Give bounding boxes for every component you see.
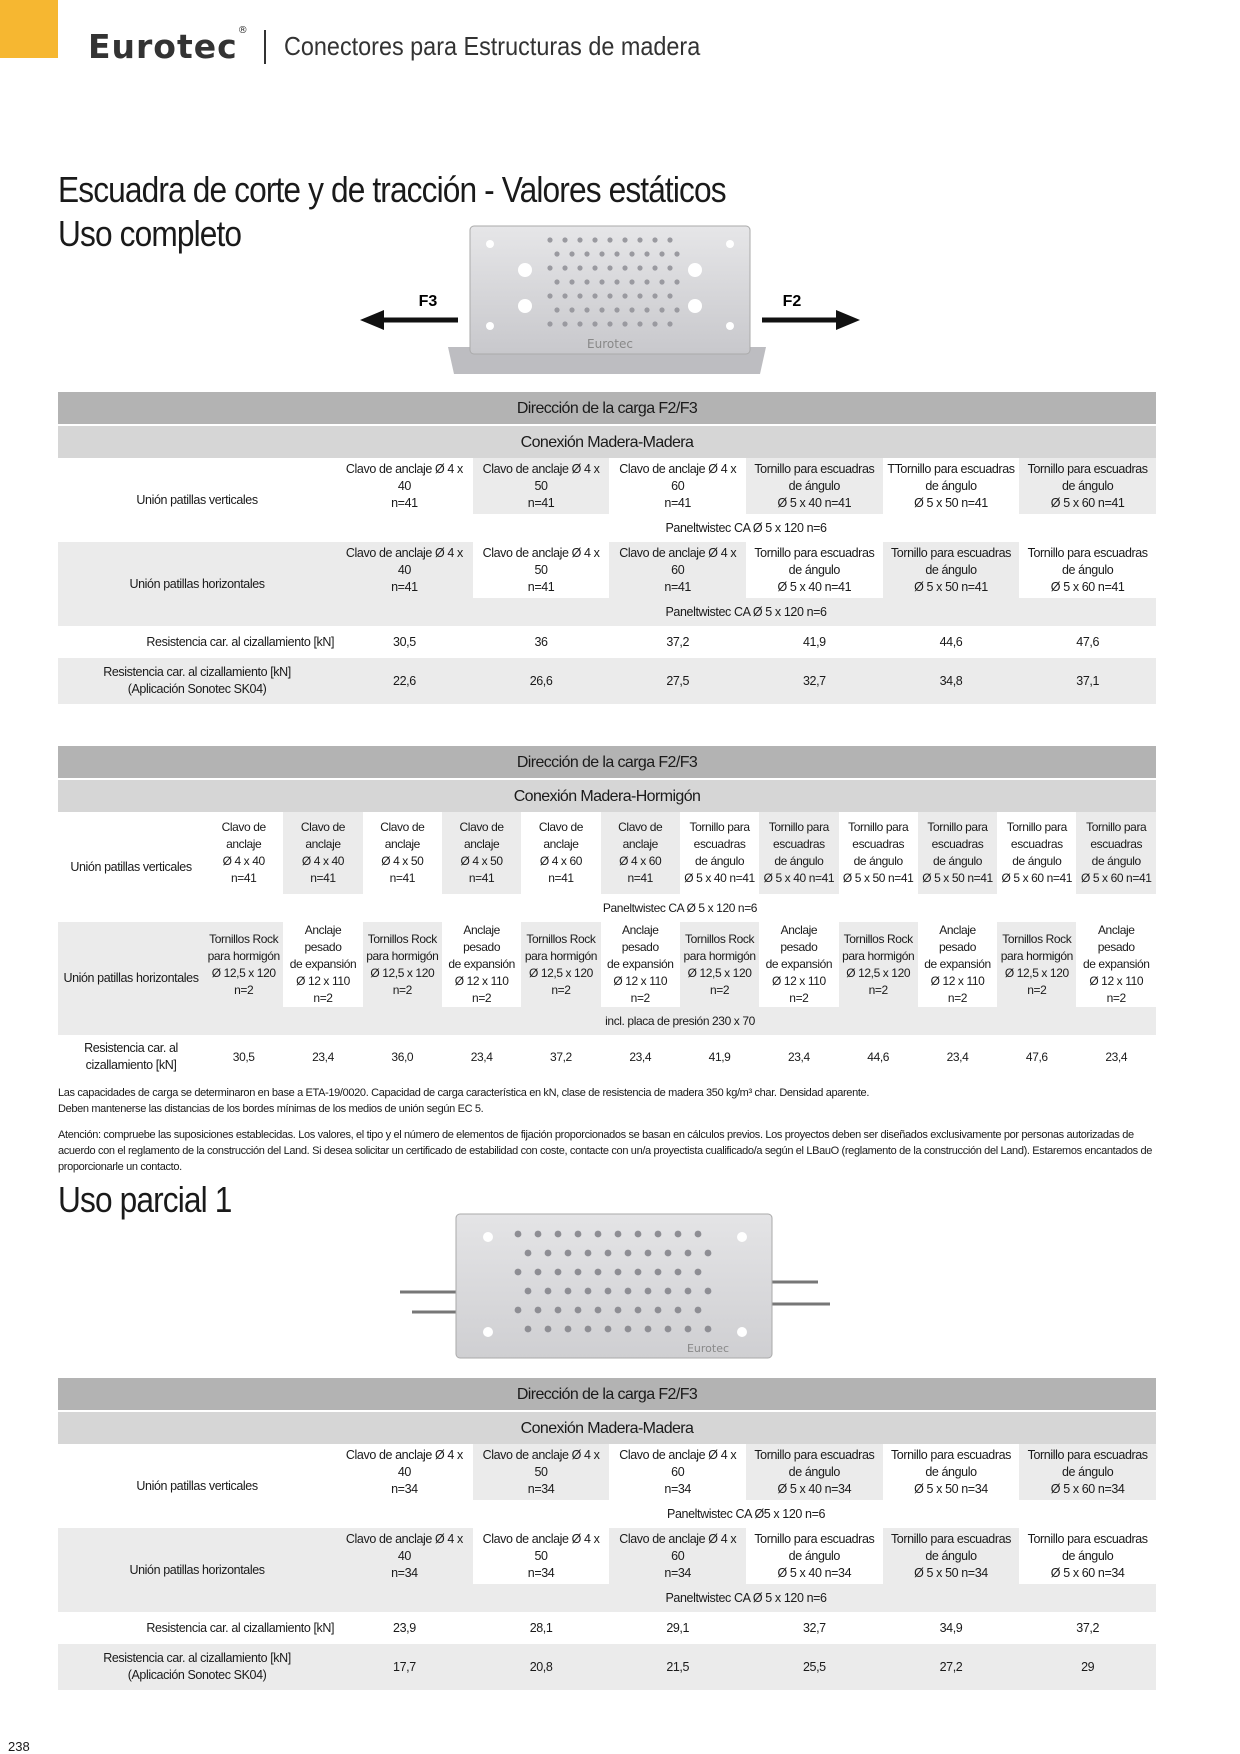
- value-cell: 41,9: [680, 1035, 759, 1079]
- cell: Clavo de anclaje Ø 4 x 50 n=41: [442, 812, 521, 894]
- notes-block: [58, 1085, 1156, 1175]
- value-cell: 37,2: [1019, 1612, 1156, 1644]
- value-cell: 36,0: [363, 1035, 442, 1079]
- cell: Tornillo para escuadras de ángulo Ø 5 x 50 n=34: [883, 1528, 1020, 1584]
- header-divider: [264, 30, 266, 64]
- value-cell: 27,2: [883, 1644, 1020, 1690]
- cell: Tornillos Rock para hormigón Ø 12,5 x 120 n=2: [839, 922, 918, 1007]
- cell: Clavo de anclaje Ø 4 x 60 n=34: [609, 1444, 746, 1500]
- cell: Anclaje pesado de expansión Ø 12 x 110 n=2: [601, 922, 680, 1007]
- value-cell: 34,9: [883, 1612, 1020, 1644]
- cell: Tornillo para escuadras de ángulo Ø 5 x 50 n=34: [883, 1444, 1020, 1500]
- note-line: Atención: compruebe las suposiciones establecidas. Los valores, el tipo y el número de elementos de fijación proporcionados se basan en cálculos previos. Los proyectos deben ser diseñados exclusivamente por personas autorizadas de acuerdo con el reglamento de la construcción del Land. Si desea solicitar un certificado de estabilidad con coste, contacte con un/a proyectista cualificado/a según el LBauO (reglamento de la construcción del Land). Estaremos encantados de proporcionarle un contacto.: [58, 1129, 1153, 1173]
- note-line: Las capacidades de carga se determinaron en base a ETA-19/0020. Capacidad de carga característica en kN, clase de resistencia de madera 350 kg/m³ char. Densidad aparente.: [58, 1087, 870, 1099]
- row-label-vertical: Unión patillas verticales: [58, 1444, 336, 1528]
- cell: Tornillo para escuadras de ángulo Ø 5 x 60 n=41: [1076, 812, 1156, 894]
- cell-sub: Paneltwistec CA Ø 5 x 120 n=6: [204, 894, 1156, 922]
- cell: Clavo de anclaje Ø 4 x 40 n=41: [283, 812, 362, 894]
- cell: Tornillo para escuadras de ángulo Ø 5 x 60 n=34: [1019, 1444, 1156, 1500]
- corner-accent: [0, 0, 58, 58]
- row-label-resistance: Resistencia car. al cizallamiento [kN]: [58, 1612, 336, 1644]
- cell: Tornillo para escuadras de ángulo Ø 5 x 60 n=41: [997, 812, 1076, 894]
- value-cell: 32,7: [746, 658, 883, 704]
- cell: Clavo de anclaje Ø 4 x 60 n=41: [521, 812, 600, 894]
- table-header-connection: Conexión Madera-Madera: [58, 424, 1156, 458]
- cell: Anclaje pesado de expansión Ø 12 x 110 n=2: [1076, 922, 1156, 1007]
- table-header-load-direction: Dirección de la carga F2/F3: [58, 392, 1156, 424]
- value-cell: 37,2: [609, 626, 746, 658]
- value-cell: 23,4: [918, 1035, 997, 1079]
- row-label-resistance: Resistencia car. al cizallamiento [kN]: [58, 626, 336, 658]
- page-number: 238: [8, 1739, 30, 1754]
- value-cell: 25,5: [746, 1644, 883, 1690]
- value-cell: 29: [1019, 1644, 1156, 1690]
- cell: Clavo de anclaje Ø 4 x 60 n=41: [609, 542, 746, 598]
- cell: Anclaje pesado de expansión Ø 12 x 110 n=2: [442, 922, 521, 1007]
- row-label-vertical: Unión patillas verticales: [58, 458, 336, 542]
- row-label-horizontal: Unión patillas horizontales: [58, 1528, 336, 1612]
- value-cell: 44,6: [839, 1035, 918, 1079]
- cell: Tornillo para escuadras de ángulo Ø 5 x 50 n=41: [839, 812, 918, 894]
- cell: Tornillos Rock para hormigón Ø 12,5 x 120 n=2: [363, 922, 442, 1007]
- value-cell: 41,9: [746, 626, 883, 658]
- table-header-connection: Conexión Madera-Hormigón: [58, 778, 1156, 812]
- row-label-horizontal: Unión patillas horizontales: [58, 542, 336, 626]
- value-cell: 27,5: [609, 658, 746, 704]
- row-label-resistance: Resistencia car. al cizallamiento [kN]: [58, 1035, 204, 1079]
- value-cell: 28,1: [473, 1612, 610, 1644]
- value-cell: 23,4: [283, 1035, 362, 1079]
- section-subtitle: Uso completo: [58, 213, 242, 254]
- value-cell: 37,2: [521, 1035, 600, 1079]
- cell: Tornillo para escuadras de ángulo Ø 5 x 40 n=41: [680, 812, 759, 894]
- table-header-connection: Conexión Madera-Madera: [58, 1410, 1156, 1444]
- cell: Tornillo para escuadras de ángulo Ø 5 x 50 n=41: [883, 542, 1020, 598]
- value-cell: 34,8: [883, 658, 1020, 704]
- arrow-f3-icon: [360, 310, 458, 330]
- row-label-resistance-sonotec: Resistencia car. al cizallamiento [kN] (Aplicación Sonotec SK04): [58, 1644, 336, 1690]
- cell: Tornillo para escuadras de ángulo Ø 5 x 40 n=41: [759, 812, 838, 894]
- cell: Tornillos Rock para hormigón Ø 12,5 x 120 n=2: [521, 922, 600, 1007]
- cell: Clavo de anclaje Ø 4 x 50 n=41: [473, 458, 610, 514]
- cell-sub: Paneltwistec CA Ø5 x 120 n=6: [336, 1500, 1156, 1528]
- cell: Clavo de anclaje Ø 4 x 40 n=41: [336, 458, 473, 514]
- row-label-resistance-sonotec: Resistencia car. al cizallamiento [kN] (Aplicación Sonotec SK04): [58, 658, 336, 704]
- value-cell: 26,6: [473, 658, 610, 704]
- value-cell: 23,4: [759, 1035, 838, 1079]
- table-header-load-direction: Dirección de la carga F2/F3: [58, 1378, 1156, 1410]
- cell: Tornillo para escuadras de ángulo Ø 5 x 40 n=34: [746, 1528, 883, 1584]
- value-cell: 30,5: [204, 1035, 283, 1079]
- cell: Tornillo para escuadras de ángulo Ø 5 x 40 n=41: [746, 458, 883, 514]
- arrow-f2-icon: [762, 310, 860, 330]
- value-cell: 37,1: [1019, 658, 1156, 704]
- arrow-f2-label: F2: [782, 293, 802, 310]
- value-cell: 23,9: [336, 1612, 473, 1644]
- value-cell: 29,1: [609, 1612, 746, 1644]
- row-label-horizontal: Unión patillas horizontales: [58, 922, 204, 1035]
- cell: Tornillo para escuadras de ángulo Ø 5 x 60 n=34: [1019, 1528, 1156, 1584]
- cell: Clavo de anclaje Ø 4 x 40 n=41: [336, 542, 473, 598]
- value-cell: 22,6: [336, 658, 473, 704]
- arrow-f3-label: F3: [418, 293, 438, 310]
- cell-sub: Paneltwistec CA Ø 5 x 120 n=6: [336, 1584, 1156, 1612]
- brand-logo: Eurotec®: [88, 25, 249, 66]
- note-line: Deben mantenerse las distancias de los bordes mínimas de los medios de unión según EC 5.: [58, 1103, 484, 1115]
- cell: Tornillo para escuadras de ángulo Ø 5 x 60 n=41: [1019, 542, 1156, 598]
- cell: Tornillos Rock para hormigón Ø 12,5 x 120 n=2: [680, 922, 759, 1007]
- row-label-vertical: Unión patillas verticales: [58, 812, 204, 922]
- cell: Tornillos Rock para hormigón Ø 12,5 x 120 n=2: [204, 922, 283, 1007]
- cell: Tornillo para escuadras de ángulo Ø 5 x 60 n=41: [1019, 458, 1156, 514]
- value-cell: 20,8: [473, 1644, 610, 1690]
- value-cell: 47,6: [1019, 626, 1156, 658]
- table-full-use-wood-wood: [58, 392, 1156, 704]
- bracket-partial-use-figure: [398, 1212, 838, 1360]
- value-cell: 36: [473, 626, 610, 658]
- cell: Clavo de anclaje Ø 4 x 60 n=41: [609, 458, 746, 514]
- cell: Clavo de anclaje Ø 4 x 40 n=34: [336, 1444, 473, 1500]
- cell: Clavo de anclaje Ø 4 x 50 n=34: [473, 1444, 610, 1500]
- cell-sub: incl. placa de presión 230 x 70: [204, 1007, 1156, 1035]
- cell: Tornillo para escuadras de ángulo Ø 5 x 50 n=41: [918, 812, 997, 894]
- value-cell: 23,4: [442, 1035, 521, 1079]
- cell: TTornillo para escuadras de ángulo Ø 5 x 50 n=41: [883, 458, 1020, 514]
- value-cell: 23,4: [1076, 1035, 1156, 1079]
- cell: Tornillo para escuadras de ángulo Ø 5 x 40 n=41: [746, 542, 883, 598]
- cell-sub: Paneltwistec CA Ø 5 x 120 n=6: [336, 514, 1156, 542]
- section-title-partial: Uso parcial 1: [58, 1179, 232, 1220]
- table-full-use-wood-concrete: [58, 746, 1156, 1079]
- cell: Clavo de anclaje Ø 4 x 50 n=41: [473, 542, 610, 598]
- cell: Clavo de anclaje Ø 4 x 60 n=34: [609, 1528, 746, 1584]
- value-cell: 44,6: [883, 626, 1020, 658]
- cell: Anclaje pesado de expansión Ø 12 x 110 n=2: [918, 922, 997, 1007]
- cell: Clavo de anclaje Ø 4 x 40 n=34: [336, 1528, 473, 1584]
- cell-sub: Paneltwistec CA Ø 5 x 120 n=6: [336, 598, 1156, 626]
- cell: Tornillos Rock para hormigón Ø 12,5 x 120 n=2: [997, 922, 1076, 1007]
- table-partial-use-wood-wood: [58, 1378, 1156, 1690]
- bracket-brand-mark: Eurotec: [587, 337, 633, 351]
- section-title: Escuadra de corte y de tracción - Valores estáticos: [58, 169, 726, 210]
- value-cell: 30,5: [336, 626, 473, 658]
- value-cell: 17,7: [336, 1644, 473, 1690]
- value-cell: 32,7: [746, 1612, 883, 1644]
- cell: Clavo de anclaje Ø 4 x 50 n=41: [363, 812, 442, 894]
- cell: Clavo de anclaje Ø 4 x 50 n=34: [473, 1528, 610, 1584]
- value-cell: 23,4: [601, 1035, 680, 1079]
- cell: Clavo de anclaje Ø 4 x 40 n=41: [204, 812, 283, 894]
- cell: Clavo de anclaje Ø 4 x 60 n=41: [601, 812, 680, 894]
- cell: Anclaje pesado de expansión Ø 12 x 110 n=2: [759, 922, 838, 1007]
- value-cell: 21,5: [609, 1644, 746, 1690]
- bracket-brand-mark: Eurotec: [686, 1342, 730, 1355]
- table-header-load-direction: Dirección de la carga F2/F3: [58, 746, 1156, 778]
- cell: Anclaje pesado de expansión Ø 12 x 110 n=2: [283, 922, 362, 1007]
- header-title: Conectores para Estructuras de madera: [284, 31, 701, 61]
- bracket-full-use-figure: [350, 222, 870, 378]
- value-cell: 47,6: [997, 1035, 1076, 1079]
- cell: Tornillo para escuadras de ángulo Ø 5 x 40 n=34: [746, 1444, 883, 1500]
